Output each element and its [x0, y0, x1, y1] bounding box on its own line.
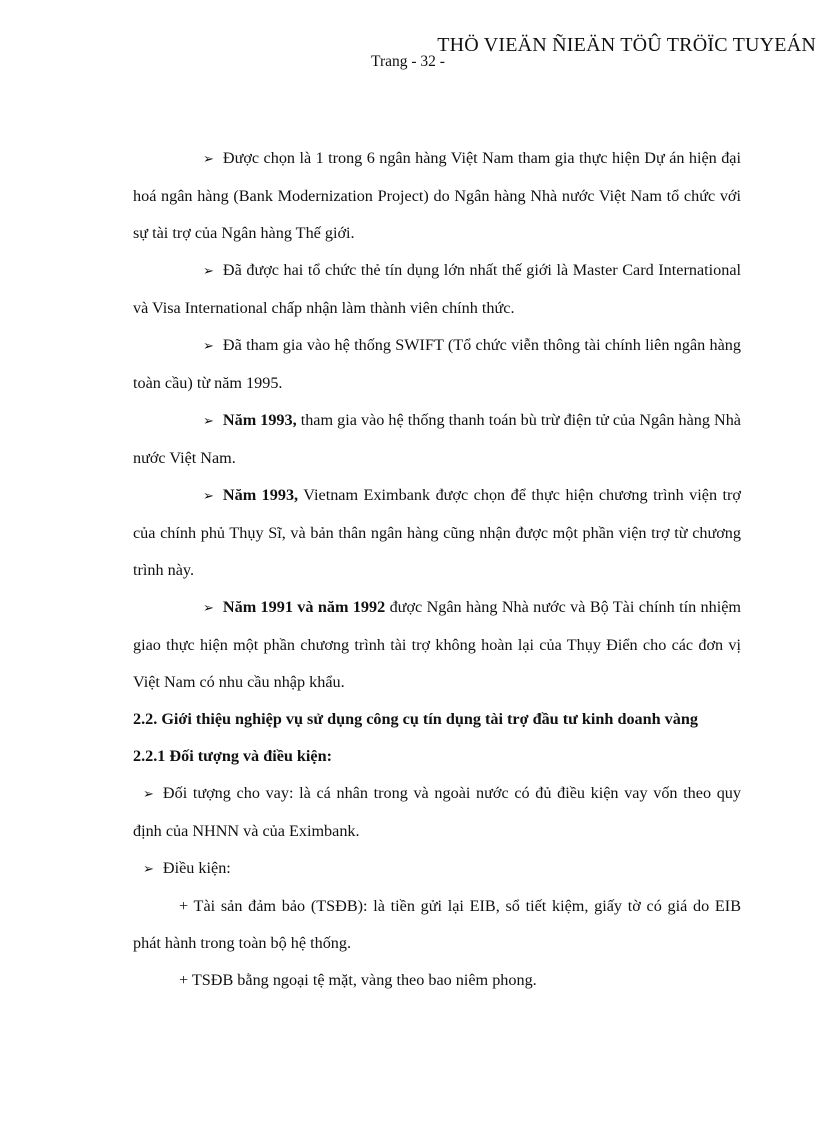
bullet-bold-lead: Năm 1991 và năm 1992	[222, 598, 386, 616]
arrowhead-bullet-icon: ➢	[203, 414, 214, 429]
section-heading: 2.2. Giới thiệu nghiệp vụ sử dụng công cụ tín dụng tài trợ đầu tư kinh doanh vàng	[133, 710, 698, 728]
subsection-heading: 2.2.1 Đối tượng và điều kiện:	[133, 747, 333, 765]
arrowhead-bullet-icon: ➢	[203, 152, 214, 167]
condition-item: + TSĐB bằng ngoại tệ mặt, vàng theo bao niêm phong.	[179, 971, 537, 989]
bullet-paragraph: ➢ Được chọn là 1 trong 6 ngân hàng Việt Nam tham gia thực hiện Dự án hiện đại hoá ngân hàng (Bank Modernization Project) do Ngân hàng Nhà nước Việt Nam tổ chức với sự tài trợ của Ngân hàng Thế giới.	[133, 149, 741, 242]
arrowhead-bullet-icon: ➢	[203, 264, 214, 279]
bullet-paragraph: ➢ Đã được hai tổ chức thẻ tín dụng lớn nhất thế giới là Master Card International và Visa International chấp nhận làm thành viên chính thức.	[133, 261, 741, 317]
arrowhead-bullet-icon: ➢	[143, 787, 154, 802]
list-item: ➢ Điều kiện:	[143, 859, 231, 877]
bullet-paragraph: ➢ Năm 1993, Vietnam Eximbank được chọn để thực hiện chương trình viện trợ của chính phủ Thụy Sĩ, và bản thân ngân hàng cũng nhận được một phần viện trợ từ chương trình này.	[133, 486, 741, 579]
bullet-paragraph: ➢ Đã tham gia vào hệ thống SWIFT (Tổ chức viễn thông tài chính liên ngân hàng toàn cầu) từ năm 1995.	[133, 336, 741, 392]
bullet-paragraph: ➢ Năm 1993, tham gia vào hệ thống thanh toán bù trừ điện tử của Ngân hàng Nhà nước Việt Nam.	[133, 411, 741, 467]
bullet-paragraph: ➢ Năm 1991 và năm 1992 được Ngân hàng Nhà nước và Bộ Tài chính tín nhiệm giao thực hiện một phần chương trình tài trợ không hoàn lại của Thụy Điển cho các đơn vị Việt Nam có nhu cầu nhập khẩu.	[133, 598, 741, 691]
page-number: Trang - 32 -	[371, 53, 445, 70]
document-body	[133, 140, 741, 999]
list-item: ➢ Đối tượng cho vay: là cá nhân trong và ngoài nước có đủ điều kiện vay vốn theo quy định của NHNN và của Eximbank.	[133, 784, 741, 840]
arrowhead-bullet-icon: ➢	[143, 862, 154, 877]
arrowhead-bullet-icon: ➢	[203, 339, 214, 354]
bullet-bold-lead: Năm 1993,	[222, 486, 299, 504]
arrowhead-bullet-icon: ➢	[203, 601, 214, 616]
arrowhead-bullet-icon: ➢	[203, 489, 214, 504]
header-watermark: THÖ VIEÄN ÑIEÄN TÖÛ TRÖÏC TUYEÁN	[437, 34, 816, 56]
condition-item: + Tài sản đảm bảo (TSĐB): là tiền gửi lại EIB, sổ tiết kiệm, giấy tờ có giá do EIB phát hành trong toàn bộ hệ thống.	[133, 897, 741, 952]
bullet-bold-lead: Năm 1993,	[222, 411, 297, 429]
